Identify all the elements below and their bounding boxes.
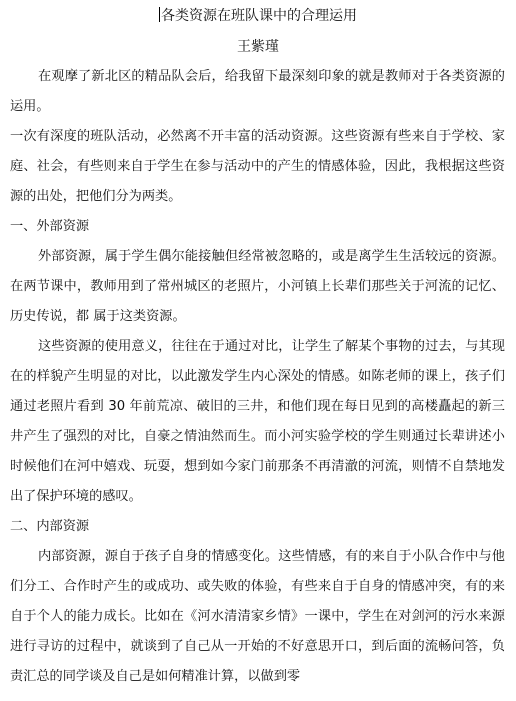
document-title: 各类资源在班队课中的合理运用 <box>161 8 357 24</box>
document-body <box>10 62 505 692</box>
paragraph-intro: 在观摩了新北区的精品队会后，给我留下最深刻印象的就是教师对于各类资源的运用。 <box>10 69 505 114</box>
document-author: 王紫瑾 <box>237 39 279 55</box>
section-heading-external: 一、外部资源 <box>10 219 90 234</box>
document-title-line <box>0 6 516 26</box>
paragraph-overview: 一次有深度的班队活动，必然离不开丰富的活动资源。这些资源有些来自于学校、家庭、社会，有些则来自于学生在参与活动中的产生的情感体验，因此，我根据这些资源的出处，把他们分为两类。 <box>10 129 505 204</box>
paragraph-external-significance: 这些资源的使用意义，往往在于通过对比，让学生了解某个事物的过去，与其现在的样貌产生明显的对比，以此激发学生内心深处的情感。如陈老师的课上，孩子们通过老照片看到 30 年前荒凉、破旧的三井，和他们现在每日见到的高楼矗起的新三井产生了强烈的对比，自豪之情油然而生。而小河实验学校的学生则通过长辈讲述小时候他们在河中嬉戏、玩耍，想到如今家门前那条不再清澈的河流，则情不自禁地发出了保护环境的感叹。 <box>10 339 505 504</box>
section-heading-internal: 二、内部资源 <box>10 519 90 534</box>
paragraph-external-definition: 外部资源，属于学生偶尔能接触但经常被忽略的，或是离学生生活较远的资源。在两节课中，教师用到了常州城区的老照片，小河镇上长辈们那些关于河流的记忆、历史传说，都 属于这类资源。 <box>10 249 505 324</box>
text-cursor <box>159 7 160 22</box>
paragraph-internal-definition: 内部资源，源自于孩子自身的情感变化。这些情感，有的来自于小队合作中与他们分工、合作时产生的或成功、或失败的体验，有些来自于自身的情感冲突，有的来自于个人的能力成长。比如在《河水清清家乡情》一课中，学生在对剑河的污水来源进行寻访的过程中，就谈到了自己从一开始的不好意思开口，到后面的流畅问答，负责汇总的同学谈及自己是如何精准计算，以做到零 <box>10 549 505 684</box>
